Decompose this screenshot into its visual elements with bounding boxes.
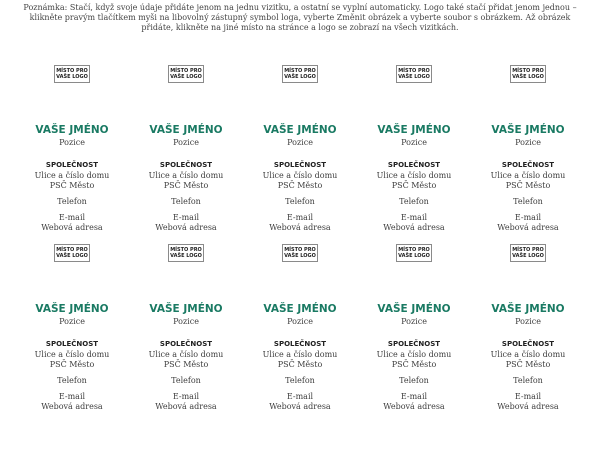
card-name[interactable]: VAŠE JMÉNO xyxy=(35,124,109,136)
card-company[interactable]: SPOLEČNOST xyxy=(45,340,99,348)
logo-text-line1: MÍSTO PRO xyxy=(170,247,202,253)
card-web[interactable]: Webová adresa xyxy=(269,402,331,411)
card-phone[interactable]: Telefon xyxy=(171,197,201,206)
card-city[interactable]: PSČ Město xyxy=(505,360,551,369)
business-card[interactable] xyxy=(476,65,580,235)
card-address[interactable]: Ulice a číslo domu xyxy=(148,171,224,180)
card-address[interactable]: Ulice a číslo domu xyxy=(376,350,452,359)
card-web[interactable]: Webová adresa xyxy=(41,223,103,232)
card-company[interactable]: SPOLEČNOST xyxy=(159,161,213,169)
card-address[interactable]: Ulice a číslo domu xyxy=(262,171,338,180)
card-phone[interactable]: Telefon xyxy=(285,197,315,206)
card-name[interactable]: VAŠE JMÉNO xyxy=(35,303,109,315)
card-address[interactable]: Ulice a číslo domu xyxy=(490,171,566,180)
logo-placeholder[interactable] xyxy=(54,65,90,83)
card-city[interactable]: PSČ Město xyxy=(391,181,437,190)
logo-placeholder[interactable] xyxy=(54,244,90,262)
card-company[interactable]: SPOLEČNOST xyxy=(273,340,327,348)
card-company[interactable]: SPOLEČNOST xyxy=(387,340,441,348)
business-card[interactable] xyxy=(248,244,352,414)
business-card[interactable] xyxy=(134,65,238,235)
card-name[interactable]: VAŠE JMÉNO xyxy=(491,303,565,315)
card-name[interactable]: VAŠE JMÉNO xyxy=(263,124,337,136)
card-web[interactable]: Webová adresa xyxy=(41,402,103,411)
logo-text-line1: MÍSTO PRO xyxy=(398,68,430,74)
logo-text-line2: VAŠE LOGO xyxy=(398,74,430,80)
card-web[interactable]: Webová adresa xyxy=(269,223,331,232)
logo-placeholder[interactable] xyxy=(168,65,204,83)
business-card[interactable] xyxy=(362,65,466,235)
card-company[interactable]: SPOLEČNOST xyxy=(159,340,213,348)
logo-text-line1: MÍSTO PRO xyxy=(56,247,88,253)
logo-text-line1: MÍSTO PRO xyxy=(284,247,316,253)
card-web[interactable]: Webová adresa xyxy=(383,402,445,411)
card-web[interactable]: Webová adresa xyxy=(383,223,445,232)
logo-placeholder[interactable] xyxy=(282,244,318,262)
card-position[interactable]: Pozice xyxy=(401,138,427,147)
business-card[interactable] xyxy=(20,244,124,414)
logo-placeholder[interactable] xyxy=(168,244,204,262)
card-email[interactable]: E-mail xyxy=(58,213,86,222)
card-position[interactable]: Pozice xyxy=(173,138,199,147)
logo-text-line1: MÍSTO PRO xyxy=(170,68,202,74)
card-address[interactable]: Ulice a číslo domu xyxy=(490,350,566,359)
logo-text-line1: MÍSTO PRO xyxy=(512,68,544,74)
card-email[interactable]: E-mail xyxy=(286,213,314,222)
card-email[interactable]: E-mail xyxy=(400,392,428,401)
card-phone[interactable]: Telefon xyxy=(171,376,201,385)
logo-text-line1: MÍSTO PRO xyxy=(284,68,316,74)
card-email[interactable]: E-mail xyxy=(58,392,86,401)
card-company[interactable]: SPOLEČNOST xyxy=(45,161,99,169)
card-phone[interactable]: Telefon xyxy=(57,197,87,206)
card-position[interactable]: Pozice xyxy=(401,317,427,326)
card-phone[interactable]: Telefon xyxy=(399,376,429,385)
logo-text-line1: MÍSTO PRO xyxy=(56,68,88,74)
card-email[interactable]: E-mail xyxy=(514,213,542,222)
card-name[interactable]: VAŠE JMÉNO xyxy=(377,303,451,315)
card-position[interactable]: Pozice xyxy=(515,138,541,147)
card-phone[interactable]: Telefon xyxy=(57,376,87,385)
card-position[interactable]: Pozice xyxy=(287,317,313,326)
business-card[interactable] xyxy=(20,65,124,235)
card-city[interactable]: PSČ Město xyxy=(391,360,437,369)
card-phone[interactable]: Telefon xyxy=(285,376,315,385)
logo-text-line2: VAŠE LOGO xyxy=(56,253,88,259)
card-position[interactable]: Pozice xyxy=(59,138,85,147)
business-card[interactable] xyxy=(134,244,238,414)
card-web[interactable]: Webová adresa xyxy=(497,223,559,232)
card-city[interactable]: PSČ Město xyxy=(49,360,95,369)
card-phone[interactable]: Telefon xyxy=(513,376,543,385)
card-phone[interactable]: Telefon xyxy=(399,197,429,206)
logo-text-line1: MÍSTO PRO xyxy=(398,247,430,253)
card-city[interactable]: PSČ Město xyxy=(277,360,323,369)
logo-text-line2: VAŠE LOGO xyxy=(512,74,544,80)
logo-text-line2: VAŠE LOGO xyxy=(284,253,316,259)
card-address[interactable]: Ulice a číslo domu xyxy=(376,171,452,180)
instruction-note: Poznámka: Stačí, když svoje údaje přidáte jenom na jednu vizitku, a ostatní se vyplní automaticky. Logo také stačí přidat jenom jednou – klikněte pravým tlačítkem myši na libovolný zástupný symbol loga, vyberte Změnit obrázek a vyberte soubor s obrázkem. Až obrázek přidáte, klikněte na jiné místo na stránce a logo se zobrazí na všech vizitkách. xyxy=(23,3,577,32)
logo-placeholder[interactable] xyxy=(282,65,318,83)
card-phone[interactable]: Telefon xyxy=(513,197,543,206)
card-company[interactable]: SPOLEČNOST xyxy=(387,161,441,169)
logo-placeholder[interactable] xyxy=(396,244,432,262)
card-email[interactable]: E-mail xyxy=(514,392,542,401)
card-email[interactable]: E-mail xyxy=(172,213,200,222)
card-company[interactable]: SPOLEČNOST xyxy=(273,161,327,169)
card-company[interactable]: SPOLEČNOST xyxy=(501,340,555,348)
card-web[interactable]: Webová adresa xyxy=(497,402,559,411)
card-email[interactable]: E-mail xyxy=(172,392,200,401)
card-name[interactable]: VAŠE JMÉNO xyxy=(149,303,223,315)
card-address[interactable]: Ulice a číslo domu xyxy=(34,171,110,180)
card-web[interactable]: Webová adresa xyxy=(155,402,217,411)
logo-placeholder[interactable] xyxy=(396,65,432,83)
business-card[interactable] xyxy=(248,65,352,235)
logo-text-line2: VAŠE LOGO xyxy=(170,74,202,80)
card-position[interactable]: Pozice xyxy=(173,317,199,326)
card-city[interactable]: PSČ Město xyxy=(49,181,95,190)
card-email[interactable]: E-mail xyxy=(400,213,428,222)
card-name[interactable]: VAŠE JMÉNO xyxy=(149,124,223,136)
logo-placeholder[interactable] xyxy=(510,65,546,83)
card-name[interactable]: VAŠE JMÉNO xyxy=(377,124,451,136)
card-address[interactable]: Ulice a číslo domu xyxy=(262,350,338,359)
card-address[interactable]: Ulice a číslo domu xyxy=(148,350,224,359)
logo-text-line2: VAŠE LOGO xyxy=(170,253,202,259)
card-name[interactable]: VAŠE JMÉNO xyxy=(491,124,565,136)
card-address[interactable]: Ulice a číslo domu xyxy=(34,350,110,359)
card-position[interactable]: Pozice xyxy=(515,317,541,326)
business-card[interactable] xyxy=(362,244,466,414)
card-position[interactable]: Pozice xyxy=(59,317,85,326)
card-position[interactable]: Pozice xyxy=(287,138,313,147)
card-city[interactable]: PSČ Město xyxy=(505,181,551,190)
card-name[interactable]: VAŠE JMÉNO xyxy=(263,303,337,315)
card-web[interactable]: Webová adresa xyxy=(155,223,217,232)
card-city[interactable]: PSČ Město xyxy=(163,181,209,190)
card-city[interactable]: PSČ Město xyxy=(277,181,323,190)
logo-text-line2: VAŠE LOGO xyxy=(398,253,430,259)
business-card[interactable] xyxy=(476,244,580,414)
logo-text-line1: MÍSTO PRO xyxy=(512,247,544,253)
card-company[interactable]: SPOLEČNOST xyxy=(501,161,555,169)
logo-text-line2: VAŠE LOGO xyxy=(56,74,88,80)
card-city[interactable]: PSČ Město xyxy=(163,360,209,369)
logo-text-line2: VAŠE LOGO xyxy=(512,253,544,259)
card-email[interactable]: E-mail xyxy=(286,392,314,401)
logo-text-line2: VAŠE LOGO xyxy=(284,74,316,80)
logo-placeholder[interactable] xyxy=(510,244,546,262)
